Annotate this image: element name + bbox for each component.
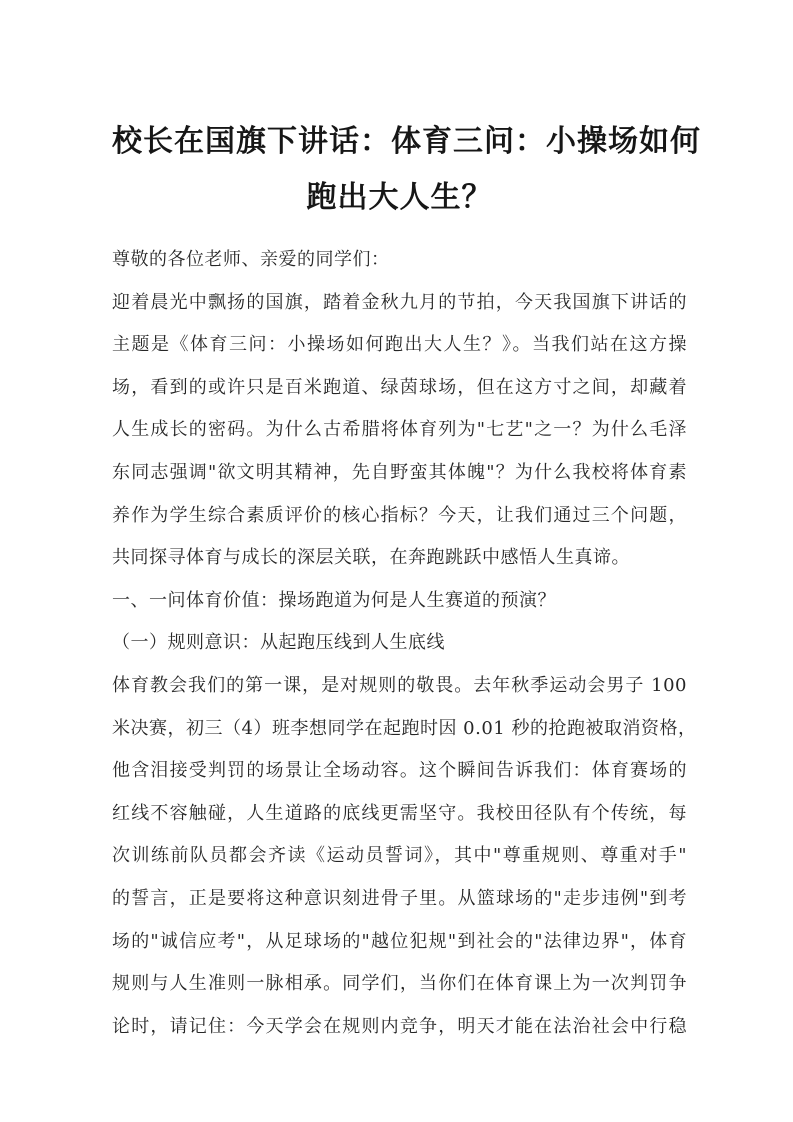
document-line: 的誓言，正是要将这种意识刻进骨子里。从篮球场的"走步违例"到考 bbox=[112, 887, 687, 909]
document-line: 场的"诚信应考"，从足球场的"越位犯规"到社会的"法律边界"，体育 bbox=[112, 930, 687, 952]
document-line: 迎着晨光中飘扬的国旗，踏着金秋九月的节拍，今天我国旗下讲话的 bbox=[112, 291, 687, 313]
document-line: 他含泪接受判罚的场景让全场动容。这个瞬间告诉我们：体育赛场的 bbox=[112, 760, 687, 782]
document-line: 共同探寻体育与成长的深层关联，在奔跑跳跃中感悟人生真谛。 bbox=[112, 547, 630, 569]
document-line: 一、一问体育价值：操场跑道为何是人生赛道的预演？ bbox=[112, 589, 556, 611]
document-line: 主题是《体育三问：小操场如何跑出大人生？》。当我们站在这方操 bbox=[112, 334, 687, 356]
document-title-line-1: 校长在国旗下讲话：体育三问：小操场如何 bbox=[112, 124, 701, 159]
document-body bbox=[112, 239, 697, 1048]
document-line: 体育教会我们的第一课，是对规则的敬畏。去年秋季运动会男子 100 bbox=[112, 674, 687, 696]
document-title bbox=[112, 114, 701, 226]
document-line: 米决赛，初三（4）班李想同学在起跑时因 0.01 秒的抢跑被取消资格， bbox=[112, 717, 697, 739]
document-line: 规则与人生准则一脉相承。同学们，当你们在体育课上为一次判罚争 bbox=[112, 973, 687, 995]
document-line: 东同志强调"欲文明其精神，先自野蛮其体魄"？为什么我校将体育素 bbox=[112, 461, 687, 483]
document-line: 论时，请记住：今天学会在规则内竞争，明天才能在法治社会中行稳 bbox=[112, 1015, 687, 1037]
document-line: 尊敬的各位老师、亲爱的同学们： bbox=[112, 249, 390, 270]
document-line: 人生成长的密码。为什么古希腊将体育列为"七艺"之一？为什么毛泽 bbox=[112, 419, 687, 441]
document-title-line-2: 跑出大人生？ bbox=[306, 180, 493, 215]
document-line: （一）规则意识：从起跑压线到人生底线 bbox=[112, 632, 445, 654]
document-line: 次训练前队员都会齐读《运动员誓词》，其中"尊重规则、尊重对手" bbox=[112, 845, 687, 867]
document-line: 场，看到的或许只是百米跑道、绿茵球场，但在这方寸之间，却藏着 bbox=[112, 376, 687, 398]
document-line: 养作为学生综合素质评价的核心指标？今天，让我们通过三个问题， bbox=[112, 504, 687, 526]
document-line: 红线不容触碰，人生道路的底线更需坚守。我校田径队有个传统，每 bbox=[112, 802, 687, 824]
